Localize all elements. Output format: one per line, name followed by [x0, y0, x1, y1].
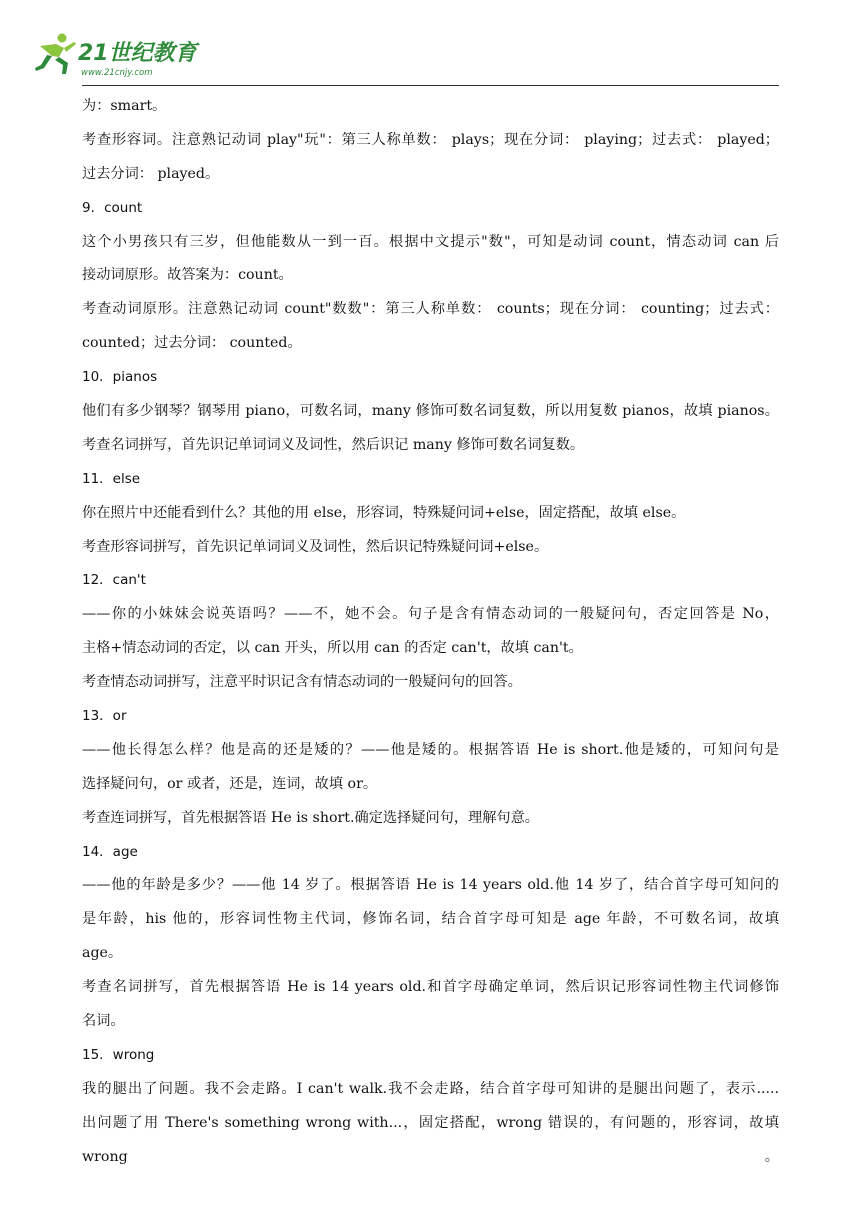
text-line: counted；过去分词： counted。 — [82, 335, 302, 352]
text-line: ——他的年龄是多少？——他 14 岁了。根据答语 He is 14 years old.他 14 岁了，结合首字母可知问的 — [82, 877, 779, 894]
text-line: 你在照片中还能看到什么？其他的用 else，形容词，特殊疑问词+else，固定搭配，故填 else。 — [82, 504, 686, 521]
text-line: 过去分词： played。 — [82, 165, 220, 182]
question-heading: 9．count — [82, 199, 143, 216]
question-heading: 11．else — [82, 470, 141, 487]
text-line: age。 — [82, 945, 123, 962]
header-divider — [82, 85, 779, 86]
question-heading: 15．wrong — [82, 1046, 155, 1063]
text-line: 考查名词拼写，首先根据答语 He is 14 years old.和首字母确定单词，然后识记形容词性物主代词修饰 — [82, 979, 779, 996]
question-heading: 14．age — [82, 843, 138, 860]
text-line: 考查形容词拼写，首先识记单词词义及词性，然后识记特殊疑问词+else。 — [82, 538, 549, 555]
text-line: 名词。 — [82, 1013, 125, 1030]
text-line: 选择疑问句，or 或者，还是，连词，故填 or。 — [82, 775, 378, 792]
text-line: ——你的小妹妹会说英语吗？——不，她不会。句子是含有情态动词的一般疑问句，否定回答是 No， — [82, 606, 779, 623]
text-line: 考查情态动词拼写，注意平时识记含有情态动词的一般疑问句的回答。 — [82, 674, 522, 691]
text-line: 这个小男孩只有三岁，但他能数从一到一百。根据中文提示"数"，可知是动词 count，情态动词 can 后 — [82, 233, 779, 250]
text-line: ——他长得怎么样？他是高的还是矮的？——他是矮的。根据答语 He is short.他是矮的，可知问句是 — [82, 741, 779, 758]
text-line: 主格+情态动词的否定，以 can 开头，所以用 can 的否定 can't，故填 can't。 — [82, 640, 583, 657]
question-heading: 12．can't — [82, 572, 146, 589]
text-line: 考查动词原形。注意熟记动词 count"数数"：第三人称单数： counts；现在分词： counting；过去式： — [82, 301, 779, 318]
answer-content — [82, 90, 779, 1165]
text-line: 考查名词拼写，首先识记单词词义及词性，然后识记 many 修饰可数名词复数。 — [82, 436, 585, 453]
text-line: 他们有多少钢琴？钢琴用 piano，可数名词，many 修饰可数名词复数，所以用复数 pianos，故填 pianos。 — [82, 403, 779, 420]
text-line: 出问题了用 There's something wrong with...，固定搭配，wrong 错误的，有问题的，形容词，故填 wrong。 — [82, 1114, 779, 1165]
site-logo — [26, 30, 201, 80]
text-line: 是年龄，his 他的，形容词性物主代词，修饰名词，结合首字母可知是 age 年龄，不可数名词，故填 — [82, 911, 779, 928]
text-line: 接动词原形。故答案为：count。 — [82, 267, 293, 284]
text-line: 考查形容词。注意熟记动词 play"玩"：第三人称单数： plays；现在分词： playing；过去式： played； — [82, 131, 779, 148]
logo-text: 21世纪教育 — [78, 41, 197, 66]
text-line: 为：smart。 — [82, 98, 167, 114]
text-line: 考查连词拼写，首先根据答语 He is short.确定选择疑问句，理解句意。 — [82, 809, 539, 826]
question-heading: 10．pianos — [82, 369, 158, 386]
logo-url-text: www.21cnjy.com — [81, 68, 153, 78]
question-heading: 13．or — [82, 708, 127, 725]
runner-icon — [35, 34, 76, 75]
text-line: 我的腿出了问题。我不会走路。I can't walk.我不会走路，结合首字母可知讲的是腿出问题了，表示..... — [82, 1080, 779, 1097]
